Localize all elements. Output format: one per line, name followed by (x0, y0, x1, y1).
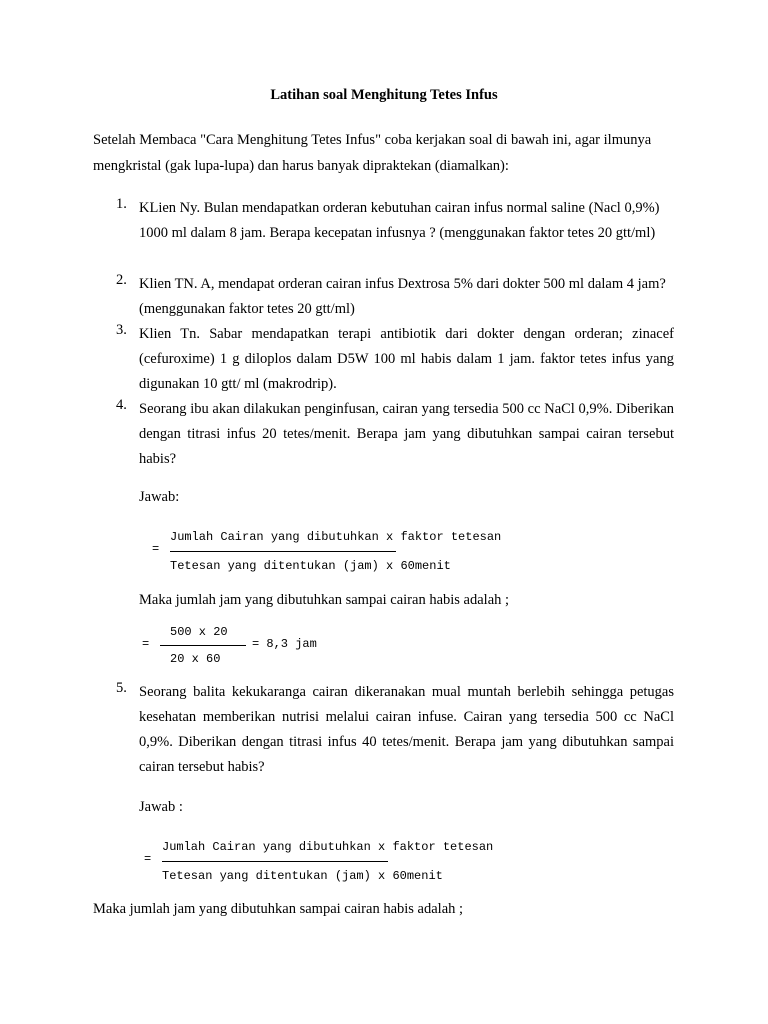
answer-4-conclusion: Maka jumlah jam yang dibutuhkan sampai cairan habis adalah ; (139, 592, 510, 608)
question-number: 5. (116, 680, 127, 696)
question-text: Seorang balita kekukaranga cairan dikeranakan mual muntah berlebih sehingga petugas kesehatan memberikan nutrisi melalui cairan infuse. Cairan yang tersedia 500 cc NaCl 0,9%. Diberikan dengan titrasi infus 40 tetes/menit. Berapa jam yang dibutuhkan sampai cairan tersebut habis? (139, 684, 674, 775)
calc-denominator: 20 x 60 (170, 652, 221, 666)
question-number: 3. (116, 322, 127, 338)
question-number: 2. (116, 272, 127, 288)
calc-numerator: 500 x 20 (170, 625, 228, 639)
question-text: Klien TN. A, mendapat orderan cairan infus Dextrosa 5% dari dokter 500 ml dalam 4 jam? (menggunakan faktor tetes 20 gtt/ml) (139, 276, 666, 317)
formula-equals: = (144, 852, 152, 866)
answer-4-calculation (140, 625, 440, 675)
formula-numerator: Jumlah Cairan yang dibutuhkan x faktor tetesan (170, 530, 502, 544)
answer-4-label: Jawab: (139, 489, 180, 505)
formula-denominator: Tetesan yang ditentukan (jam) x 60menit (170, 559, 451, 573)
question-text: Klien Tn. Sabar mendapatkan terapi antibiotik dari dokter dengan orderan; zinacef (cefuroxime) 1 g diloplos dalam D5W 100 ml habis dalam 1 jam. faktor tetes infus yang digunakan 10 gtt/ ml (makrodrip). (139, 326, 674, 392)
page-title: Latihan soal Menghitung Tetes Infus (270, 87, 498, 103)
calc-equals: = (142, 637, 150, 651)
formula-numerator: Jumlah Cairan yang dibutuhkan x faktor tetesan (162, 840, 494, 854)
formula-equals: = (152, 542, 160, 556)
question-number: 1. (116, 196, 127, 212)
fraction-bar (170, 551, 396, 552)
question-number: 4. (116, 397, 127, 413)
question-text: KLien Ny. Bulan mendapatkan orderan kebutuhan cairan infus normal saline (Nacl 0,9%) 1000 ml dalam 8 jam. Berapa kecepatan infusnya ? (menggunakan faktor tetes 20 gtt/ml) (139, 200, 660, 241)
answer-5-conclusion: Maka jumlah jam yang dibutuhkan sampai cairan habis adalah ; (93, 901, 464, 917)
fraction-bar (160, 645, 246, 646)
question-text: Seorang ibu akan dilakukan penginfusan, cairan yang tersedia 500 cc NaCl 0,9%. Diberikan dengan titrasi infus 20 tetes/menit. Berapa jam yang dibutuhkan sampai cairan tersebut habis? (139, 401, 674, 467)
calc-result: = 8,3 jam (252, 637, 317, 651)
intro-paragraph: Setelah Membaca "Cara Menghitung Tetes Infus" coba kerjakan soal di bawah ini, agar ilmunya mengkristal (gak lupa-lupa) dan harus banyak dipraktekan (diamalkan): (93, 132, 652, 174)
answer-5-formula (142, 840, 542, 890)
answer-4-formula (150, 530, 550, 580)
formula-denominator: Tetesan yang ditentukan (jam) x 60menit (162, 869, 443, 883)
answer-5-label: Jawab : (139, 799, 183, 815)
fraction-bar (162, 861, 388, 862)
